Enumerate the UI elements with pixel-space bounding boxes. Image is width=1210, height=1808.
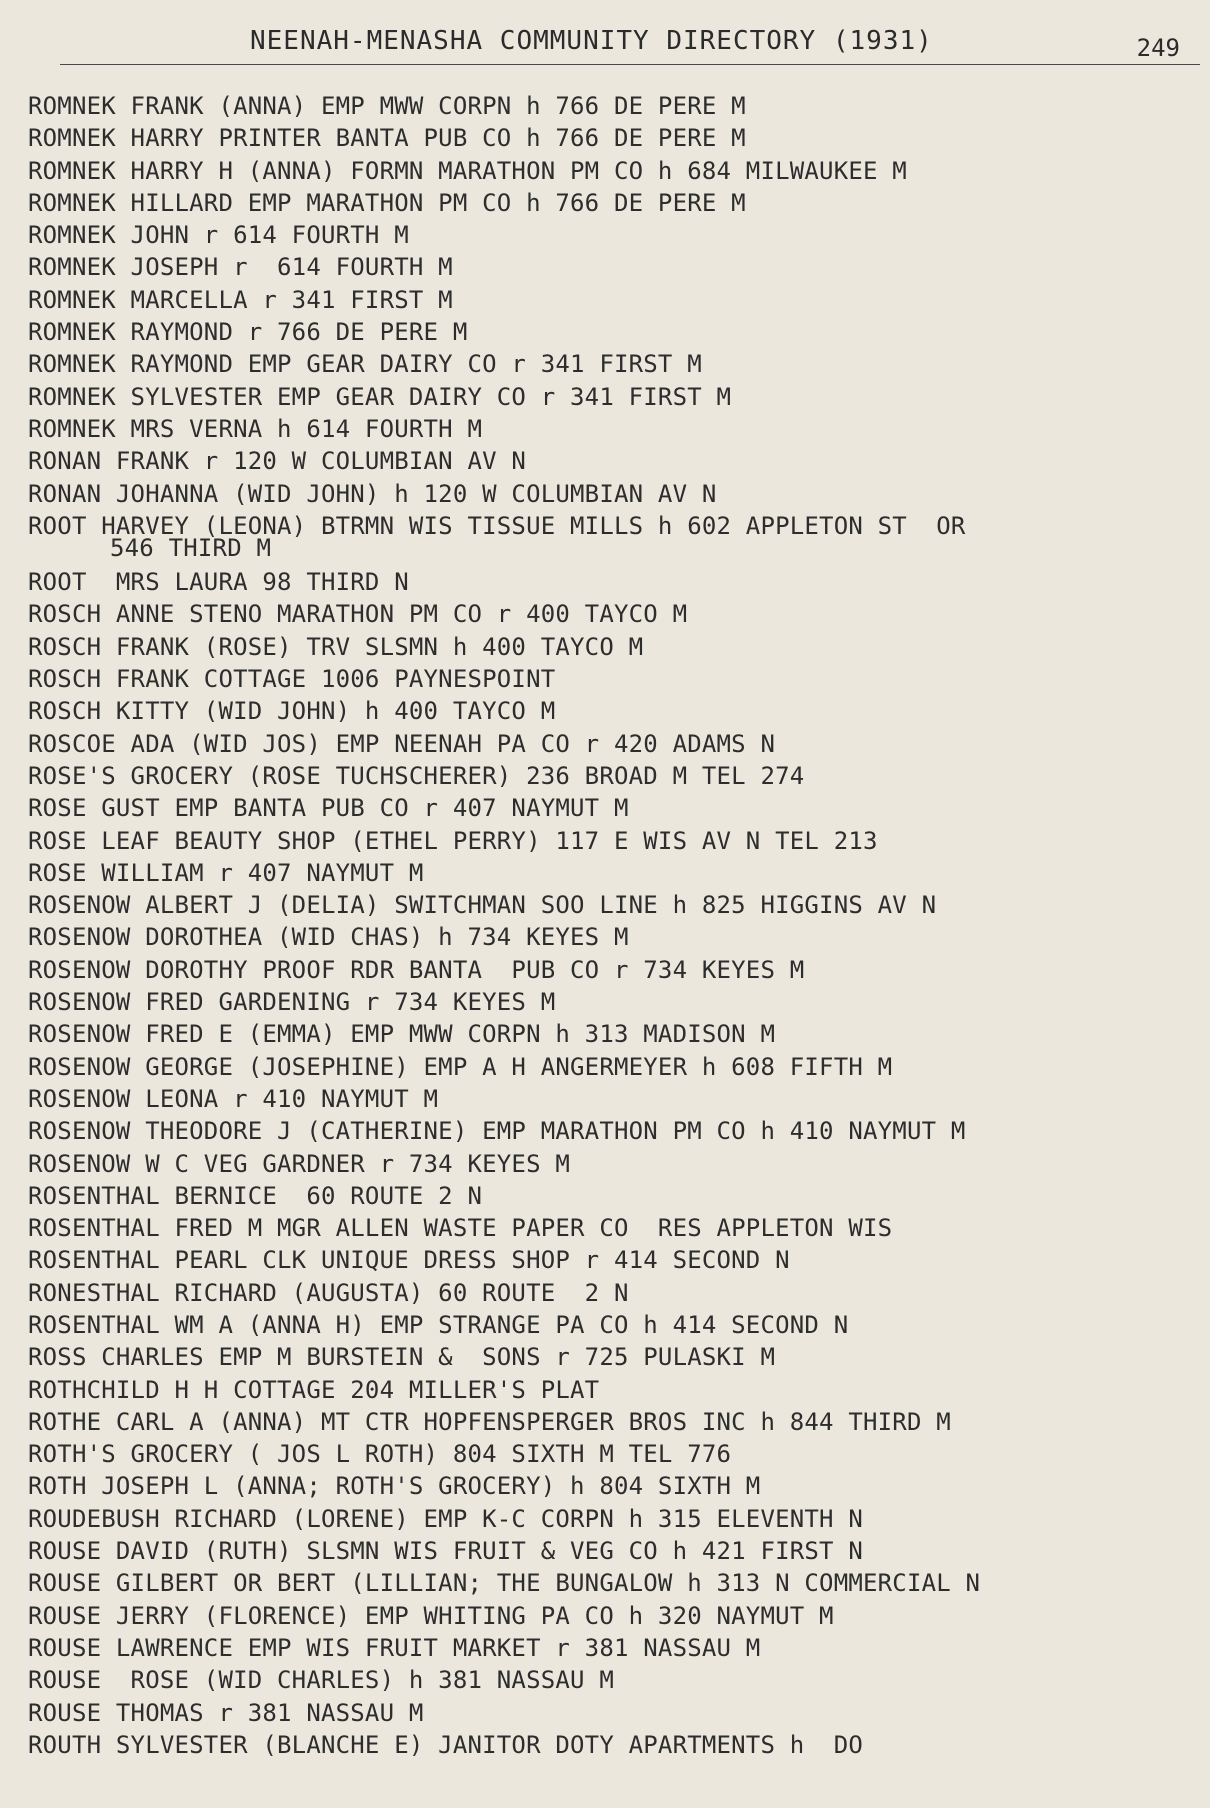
directory-entry: ROSENOW ALBERT J (DELIA) SWITCHMAN SOO LINE h 825 HIGGINS AV N: [28, 891, 937, 920]
directory-entry: ROSCH FRANK COTTAGE 1006 PAYNESPOINT: [28, 665, 556, 694]
directory-entry: ROUTH SYLVESTER (BLANCHE E) JANITOR DOTY APARTMENTS h DO: [28, 1730, 864, 1759]
directory-entry: ROUSE JERRY (FLORENCE) EMP WHITING PA CO h 320 NAYMUT M: [28, 1601, 834, 1630]
header-rule: [60, 64, 1200, 65]
directory-entry-continuation: 546 THIRD M: [110, 534, 272, 563]
directory-entry: RONAN FRANK r 120 W COLUMBIAN AV N: [28, 447, 527, 476]
page-number: 249: [1136, 34, 1180, 62]
directory-entry: ROSE'S GROCERY (ROSE TUCHSCHERER) 236 BROAD M TEL 274: [28, 761, 805, 790]
directory-entry: ROTHCHILD H H COTTAGE 204 MILLER'S PLAT: [28, 1375, 600, 1404]
directory-entry: ROMNEK RAYMOND r 766 DE PERE M: [28, 318, 468, 347]
directory-entry: ROSE LEAF BEAUTY SHOP (ETHEL PERRY) 117 E WIS AV N TEL 213: [28, 826, 878, 855]
directory-entry: ROMNEK RAYMOND EMP GEAR DAIRY CO r 341 FIRST M: [28, 350, 702, 379]
directory-entry: ROSENTHAL BERNICE 60 ROUTE 2 N: [28, 1181, 483, 1210]
directory-entry: ROOT MRS LAURA 98 THIRD N: [28, 568, 409, 597]
directory-entry: ROSENTHAL WM A (ANNA H) EMP STRANGE PA CO h 414 SECOND N: [28, 1310, 849, 1339]
directory-entry: ROMNEK HARRY H (ANNA) FORMN MARATHON PM CO h 684 MILWAUKEE M: [28, 156, 907, 185]
directory-entry: ROSCOE ADA (WID JOS) EMP NEENAH PA CO r 420 ADAMS N: [28, 729, 776, 758]
directory-entry: ROSS CHARLES EMP M BURSTEIN & SONS r 725 PULASKI M: [28, 1343, 776, 1372]
directory-entry: RONESTHAL RICHARD (AUGUSTA) 60 ROUTE 2 N: [28, 1278, 629, 1307]
directory-entry: ROTH JOSEPH L (ANNA; ROTH'S GROCERY) h 804 SIXTH M: [28, 1472, 761, 1501]
directory-entry: ROSENOW THEODORE J (CATHERINE) EMP MARATHON PM CO h 410 NAYMUT M: [28, 1117, 966, 1146]
page-title: NEENAH-MENASHA COMMUNITY DIRECTORY (1931): [250, 26, 933, 56]
directory-entry: ROSCH ANNE STENO MARATHON PM CO r 400 TAYCO M: [28, 600, 688, 629]
directory-entry: ROMNEK FRANK (ANNA) EMP MWW CORPN h 766 DE PERE M: [28, 92, 746, 120]
directory-entry: ROUDEBUSH RICHARD (LORENE) EMP K-C CORPN h 315 ELEVENTH N: [28, 1504, 864, 1533]
directory-entry: ROSCH FRANK (ROSE) TRV SLSMN h 400 TAYCO M: [28, 632, 644, 661]
directory-entry: ROSENOW DOROTHY PROOF RDR BANTA PUB CO r 734 KEYES M: [28, 955, 805, 984]
directory-entry: ROUSE LAWRENCE EMP WIS FRUIT MARKET r 381 NASSAU M: [28, 1633, 761, 1662]
directory-entry: ROSE WILLIAM r 407 NAYMUT M: [28, 858, 424, 887]
directory-entry: ROSENOW DOROTHEA (WID CHAS) h 734 KEYES M: [28, 923, 629, 952]
directory-entry: ROTHE CARL A (ANNA) MT CTR HOPFENSPERGER BROS INC h 844 THIRD M: [28, 1407, 951, 1436]
directory-entry: ROSENOW LEONA r 410 NAYMUT M: [28, 1084, 439, 1113]
directory-entry: ROTH'S GROCERY ( JOS L ROTH) 804 SIXTH M TEL 776: [28, 1440, 732, 1469]
directory-entry: ROSENOW GEORGE (JOSEPHINE) EMP A H ANGERMEYER h 608 FIFTH M: [28, 1052, 893, 1081]
directory-entry: ROSENTHAL PEARL CLK UNIQUE DRESS SHOP r 414 SECOND N: [28, 1246, 790, 1275]
directory-entry: ROSENOW W C VEG GARDNER r 734 KEYES M: [28, 1149, 571, 1178]
directory-entry: ROOT HARVEY (LEONA) BTRMN WIS TISSUE MILLS h 602 APPLETON ST OR: [28, 511, 966, 540]
directory-entry: ROMNEK HARRY PRINTER BANTA PUB CO h 766 DE PERE M: [28, 124, 746, 153]
directory-entry: ROMNEK JOHN r 614 FOURTH M: [28, 221, 409, 250]
directory-entry: ROMNEK SYLVESTER EMP GEAR DAIRY CO r 341 FIRST M: [28, 382, 732, 411]
directory-entry: ROUSE GILBERT OR BERT (LILLIAN; THE BUNGALOW h 313 N COMMERCIAL N: [28, 1569, 981, 1598]
directory-entry: ROSE GUST EMP BANTA PUB CO r 407 NAYMUT M: [28, 794, 629, 823]
directory-entries: [28, 90, 1198, 1761]
directory-entry: ROMNEK MRS VERNA h 614 FOURTH M: [28, 414, 483, 443]
directory-entry: ROUSE THOMAS r 381 NASSAU M: [28, 1698, 424, 1727]
directory-entry: ROUSE DAVID (RUTH) SLSMN WIS FRUIT & VEG CO h 421 FIRST N: [28, 1537, 864, 1566]
directory-entry: ROUSE ROSE (WID CHARLES) h 381 NASSAU M: [28, 1666, 614, 1695]
directory-entry: RONAN JOHANNA (WID JOHN) h 120 W COLUMBIAN AV N: [28, 479, 717, 508]
directory-entry: ROMNEK JOSEPH r 614 FOURTH M: [28, 253, 453, 282]
directory-entry: ROSCH KITTY (WID JOHN) h 400 TAYCO M: [28, 697, 556, 726]
directory-entry: ROMNEK MARCELLA r 341 FIRST M: [28, 285, 453, 314]
directory-entry: ROSENOW FRED E (EMMA) EMP MWW CORPN h 313 MADISON M: [28, 1020, 776, 1049]
directory-entry: ROSENTHAL FRED M MGR ALLEN WASTE PAPER CO RES APPLETON WIS: [28, 1214, 893, 1243]
directory-entry: ROSENOW FRED GARDENING r 734 KEYES M: [28, 988, 556, 1017]
directory-entry: ROMNEK HILLARD EMP MARATHON PM CO h 766 DE PERE M: [28, 188, 746, 217]
